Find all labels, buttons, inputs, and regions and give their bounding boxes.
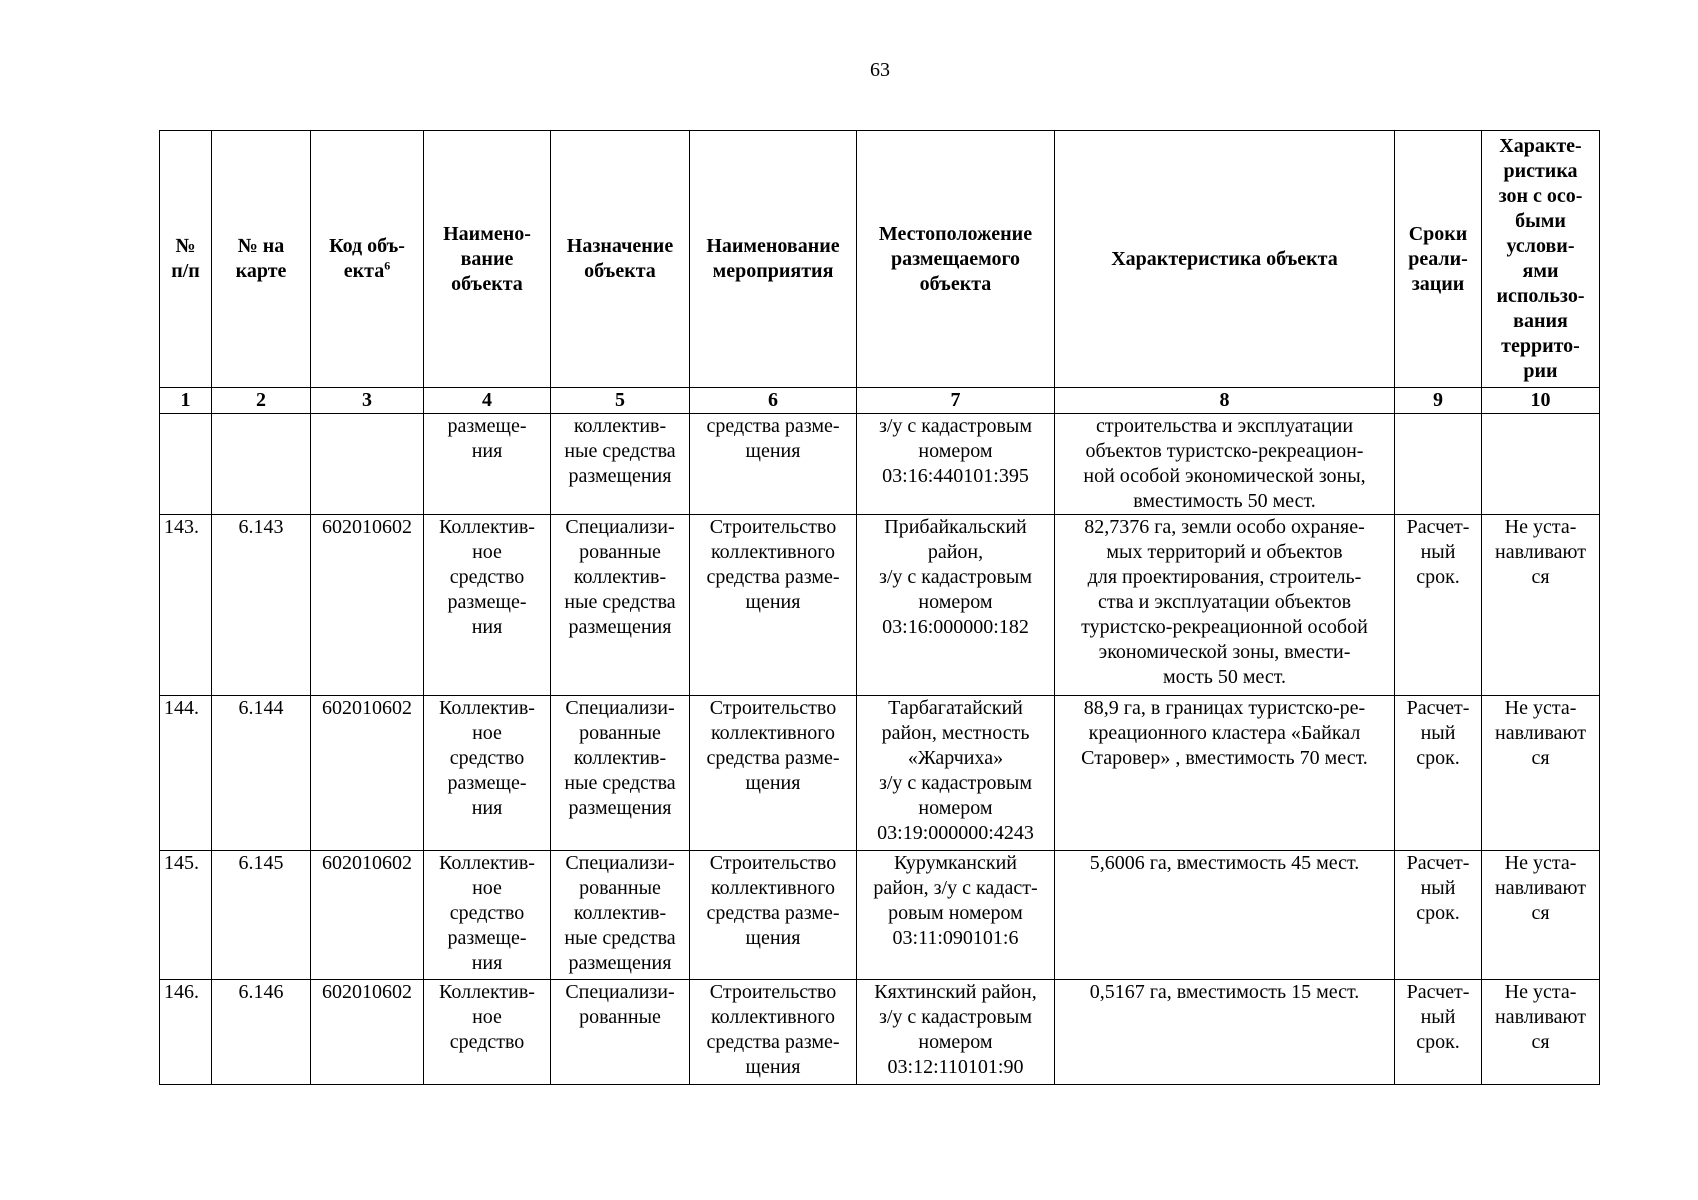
- cell-zones: Не уста- навливают ся: [1482, 851, 1600, 980]
- cell-term: Расчет- ный срок.: [1395, 515, 1482, 696]
- cell-event-name: средства разме- щения: [690, 414, 857, 515]
- cell-object-code: 602010602: [311, 980, 424, 1085]
- column-number: 10: [1482, 388, 1600, 414]
- table-row: [160, 851, 1600, 980]
- cell-row-number: 143.: [160, 515, 212, 696]
- cell-term: [1395, 414, 1482, 515]
- cell-location: Курумканский район, з/у с кадаст- ровым номером 03:11:090101:6: [857, 851, 1055, 980]
- cell-event-name: Строительство коллективного средства разме- щения: [690, 980, 857, 1085]
- header-zones: Характе- ристика зон с осо- быми услови- ями использо- вания террито- рии: [1482, 131, 1600, 388]
- header-characteristic: Характеристика объекта: [1055, 131, 1395, 388]
- table-row: [160, 696, 1600, 851]
- page-number: 63: [870, 59, 890, 81]
- cell-object-name: Коллектив- ное средство размеще- ния: [424, 696, 551, 851]
- cell-row-number: 146.: [160, 980, 212, 1085]
- header-map-number: № на карте: [212, 131, 311, 388]
- header-object-purpose: Назначение объекта: [551, 131, 690, 388]
- cell-location: з/у с кадастровым номером 03:16:440101:395: [857, 414, 1055, 515]
- column-number-row: [160, 388, 1600, 414]
- cell-object-purpose: Специализи- рованные коллектив- ные средства размещения: [551, 696, 690, 851]
- cell-map-number: 6.144: [212, 696, 311, 851]
- cell-row-number: [160, 414, 212, 515]
- objects-table: [159, 130, 1600, 1085]
- header-object-name: Наимено- вание объекта: [424, 131, 551, 388]
- cell-object-code: 602010602: [311, 696, 424, 851]
- column-number: 5: [551, 388, 690, 414]
- header-row-number: № п/п: [160, 131, 212, 388]
- cell-zones: Не уста- навливают ся: [1482, 515, 1600, 696]
- table-row: [160, 515, 1600, 696]
- cell-object-name: Коллектив- ное средство: [424, 980, 551, 1085]
- cell-object-name: Коллектив- ное средство размеще- ния: [424, 515, 551, 696]
- column-number: 4: [424, 388, 551, 414]
- cell-object-purpose: Специализи- рованные: [551, 980, 690, 1085]
- cell-object-purpose: коллектив- ные средства размещения: [551, 414, 690, 515]
- cell-object-purpose: Специализи- рованные коллектив- ные средства размещения: [551, 515, 690, 696]
- column-number: 6: [690, 388, 857, 414]
- footnote-marker: 6: [384, 258, 391, 273]
- cell-object-code: [311, 414, 424, 515]
- cell-map-number: 6.145: [212, 851, 311, 980]
- cell-characteristic: 5,6006 га, вместимость 45 мест.: [1055, 851, 1395, 980]
- cell-event-name: Строительство коллективного средства разме- щения: [690, 851, 857, 980]
- cell-row-number: 144.: [160, 696, 212, 851]
- cell-object-code: 602010602: [311, 515, 424, 696]
- cell-location: Тарбагатайский район, местность «Жарчиха» з/у с кадастровым номером 03:19:000000:4243: [857, 696, 1055, 851]
- cell-term: Расчет- ный срок.: [1395, 696, 1482, 851]
- cell-characteristic: 88,9 га, в границах туристско-ре- креационного кластера «Байкал Старовер» , вместимость 70 мест.: [1055, 696, 1395, 851]
- column-number: 8: [1055, 388, 1395, 414]
- cell-characteristic: 0,5167 га, вместимость 15 мест.: [1055, 980, 1395, 1085]
- column-number: 7: [857, 388, 1055, 414]
- cell-object-code: 602010602: [311, 851, 424, 980]
- cell-characteristic: строительства и эксплуатации объектов туристско-рекреацион- ной особой экономической зоны, вместимость 50 мест.: [1055, 414, 1395, 515]
- cell-object-name: размеще- ния: [424, 414, 551, 515]
- cell-event-name: Строительство коллективного средства разме- щения: [690, 696, 857, 851]
- cell-object-purpose: Специализи- рованные коллектив- ные средства размещения: [551, 851, 690, 980]
- cell-row-number: 145.: [160, 851, 212, 980]
- column-number: 9: [1395, 388, 1482, 414]
- cell-zones: Не уста- навливают ся: [1482, 980, 1600, 1085]
- column-number: 3: [311, 388, 424, 414]
- column-number: 2: [212, 388, 311, 414]
- header-term: Сроки реали- зации: [1395, 131, 1482, 388]
- cell-map-number: [212, 414, 311, 515]
- header-object-code-text: Код объ- екта: [329, 235, 405, 282]
- header-location: Местоположение размещаемого объекта: [857, 131, 1055, 388]
- table-header-row: [160, 131, 1600, 388]
- table-row: [160, 980, 1600, 1085]
- cell-event-name: Строительство коллективного средства разме- щения: [690, 515, 857, 696]
- cell-map-number: 6.143: [212, 515, 311, 696]
- cell-location: Кяхтинский район, з/у с кадастровым номером 03:12:110101:90: [857, 980, 1055, 1085]
- cell-location: Прибайкальский район, з/у с кадастровым номером 03:16:000000:182: [857, 515, 1055, 696]
- column-number: 1: [160, 388, 212, 414]
- header-event-name: Наименование мероприятия: [690, 131, 857, 388]
- cell-zones: [1482, 414, 1600, 515]
- cell-object-name: Коллектив- ное средство размеще- ния: [424, 851, 551, 980]
- header-object-code: [311, 131, 424, 388]
- cell-map-number: 6.146: [212, 980, 311, 1085]
- cell-term: Расчет- ный срок.: [1395, 851, 1482, 980]
- table-row: [160, 414, 1600, 515]
- cell-zones: Не уста- навливают ся: [1482, 696, 1600, 851]
- cell-term: Расчет- ный срок.: [1395, 980, 1482, 1085]
- cell-characteristic: 82,7376 га, земли особо охраняе- мых территорий и объектов для проектирования, строитель- ства и эксплуатации объектов туристско-рекреационной особой экономической зоны, вмести- мость 50 мест.: [1055, 515, 1395, 696]
